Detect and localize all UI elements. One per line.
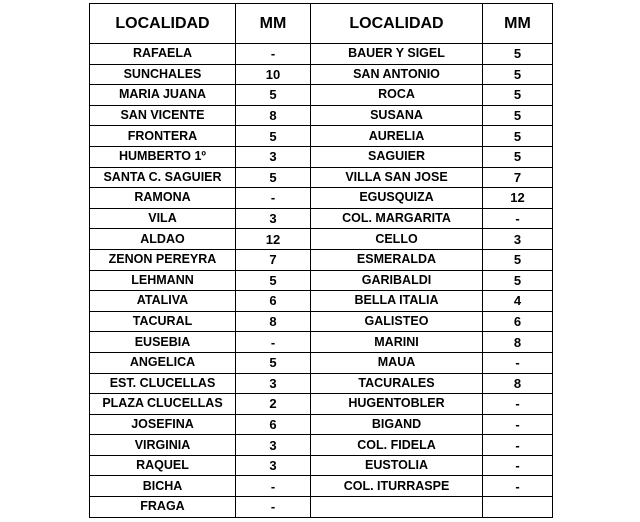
locality-cell-right: BIGAND [311, 414, 483, 435]
locality-cell-right: COL. MARGARITA [311, 208, 483, 229]
mm-cell-left: 5 [236, 126, 311, 147]
mm-cell-left: 6 [236, 291, 311, 312]
mm-cell-left: 7 [236, 249, 311, 270]
locality-cell-right: ESMERALDA [311, 249, 483, 270]
locality-cell-left: ANGELICA [90, 352, 236, 373]
mm-cell-left: - [236, 476, 311, 497]
mm-cell-right: 5 [483, 270, 553, 291]
table-row [90, 208, 553, 229]
locality-cell-right: ROCA [311, 85, 483, 106]
table-row [90, 373, 553, 394]
mm-cell-right: 5 [483, 126, 553, 147]
mm-cell-right: 8 [483, 373, 553, 394]
mm-cell-right: 4 [483, 291, 553, 312]
table-row [90, 167, 553, 188]
mm-cell-right: 5 [483, 105, 553, 126]
mm-cell-left: - [236, 44, 311, 65]
header-mm-right: MM [483, 4, 553, 44]
locality-cell-right: HUGENTOBLER [311, 394, 483, 415]
locality-cell-left: RAQUEL [90, 455, 236, 476]
mm-cell-left: 8 [236, 311, 311, 332]
mm-cell-right: - [483, 455, 553, 476]
locality-cell-right: GARIBALDI [311, 270, 483, 291]
mm-cell-left: - [236, 332, 311, 353]
locality-cell-left: MARIA JUANA [90, 85, 236, 106]
table-row [90, 229, 553, 250]
locality-cell-left: RAMONA [90, 188, 236, 209]
mm-cell-left: 8 [236, 105, 311, 126]
table-row [90, 352, 553, 373]
mm-cell-left: 10 [236, 64, 311, 85]
mm-cell-right: 5 [483, 44, 553, 65]
locality-cell-right: TACURALES [311, 373, 483, 394]
table-body [90, 44, 553, 518]
mm-cell-left: 2 [236, 394, 311, 415]
locality-cell-left: ZENON PEREYRA [90, 249, 236, 270]
table-row [90, 332, 553, 353]
locality-cell-right: VILLA SAN JOSE [311, 167, 483, 188]
locality-cell-right: EGUSQUIZA [311, 188, 483, 209]
locality-cell-left: SANTA C. SAGUIER [90, 167, 236, 188]
table-row [90, 435, 553, 456]
rainfall-table [89, 3, 553, 518]
locality-cell-right: EUSTOLIA [311, 455, 483, 476]
mm-cell-left: 5 [236, 270, 311, 291]
mm-cell-left: 3 [236, 455, 311, 476]
locality-cell-left: PLAZA CLUCELLAS [90, 394, 236, 415]
locality-cell-right: BELLA ITALIA [311, 291, 483, 312]
rainfall-sheet [89, 3, 552, 518]
mm-cell-right: 3 [483, 229, 553, 250]
table-row [90, 311, 553, 332]
locality-cell-left: VIRGINIA [90, 435, 236, 456]
locality-cell-right [311, 497, 483, 518]
table-row [90, 146, 553, 167]
table-row [90, 414, 553, 435]
mm-cell-right: - [483, 394, 553, 415]
mm-cell-right: 5 [483, 85, 553, 106]
table-row [90, 476, 553, 497]
locality-cell-right: GALISTEO [311, 311, 483, 332]
mm-cell-right: 5 [483, 249, 553, 270]
locality-cell-right: SAN ANTONIO [311, 64, 483, 85]
mm-cell-left: 5 [236, 352, 311, 373]
mm-cell-right: 12 [483, 188, 553, 209]
mm-cell-left: - [236, 188, 311, 209]
locality-cell-right: BAUER Y SIGEL [311, 44, 483, 65]
locality-cell-left: ALDAO [90, 229, 236, 250]
locality-cell-right: MAUA [311, 352, 483, 373]
locality-cell-left: BICHA [90, 476, 236, 497]
locality-cell-left: EUSEBIA [90, 332, 236, 353]
table-row [90, 44, 553, 65]
table-row [90, 394, 553, 415]
mm-cell-right: - [483, 414, 553, 435]
locality-cell-left: HUMBERTO 1º [90, 146, 236, 167]
locality-cell-left: VILA [90, 208, 236, 229]
mm-cell-left: 3 [236, 146, 311, 167]
header-localidad-right: LOCALIDAD [311, 4, 483, 44]
mm-cell-left: 5 [236, 85, 311, 106]
locality-cell-left: ATALIVA [90, 291, 236, 312]
mm-cell-right: 7 [483, 167, 553, 188]
table-row [90, 126, 553, 147]
mm-cell-right: 5 [483, 64, 553, 85]
mm-cell-left: 3 [236, 208, 311, 229]
table-row [90, 188, 553, 209]
locality-cell-left: LEHMANN [90, 270, 236, 291]
locality-cell-right: COL. ITURRASPE [311, 476, 483, 497]
header-row [90, 4, 553, 44]
table-row [90, 497, 553, 518]
table-row [90, 291, 553, 312]
mm-cell-left: 5 [236, 167, 311, 188]
mm-cell-left: - [236, 497, 311, 518]
locality-cell-right: MARINI [311, 332, 483, 353]
locality-cell-right: AURELIA [311, 126, 483, 147]
table-row [90, 455, 553, 476]
locality-cell-right: CELLO [311, 229, 483, 250]
mm-cell-right: 5 [483, 146, 553, 167]
locality-cell-left: FRONTERA [90, 126, 236, 147]
header-mm-left: MM [236, 4, 311, 44]
mm-cell-right: - [483, 435, 553, 456]
mm-cell-right: - [483, 208, 553, 229]
table-row [90, 270, 553, 291]
locality-cell-left: FRAGA [90, 497, 236, 518]
locality-cell-right: COL. FIDELA [311, 435, 483, 456]
mm-cell-left: 3 [236, 435, 311, 456]
locality-cell-left: SAN VICENTE [90, 105, 236, 126]
locality-cell-left: RAFAELA [90, 44, 236, 65]
mm-cell-left: 12 [236, 229, 311, 250]
table-row [90, 105, 553, 126]
mm-cell-left: 6 [236, 414, 311, 435]
mm-cell-right [483, 497, 553, 518]
locality-cell-left: SUNCHALES [90, 64, 236, 85]
header-localidad-left: LOCALIDAD [90, 4, 236, 44]
mm-cell-right: - [483, 352, 553, 373]
locality-cell-right: SAGUIER [311, 146, 483, 167]
locality-cell-left: JOSEFINA [90, 414, 236, 435]
mm-cell-left: 3 [236, 373, 311, 394]
table-row [90, 85, 553, 106]
mm-cell-right: 6 [483, 311, 553, 332]
table-row [90, 64, 553, 85]
table-row [90, 249, 553, 270]
locality-cell-left: TACURAL [90, 311, 236, 332]
locality-cell-left: EST. CLUCELLAS [90, 373, 236, 394]
mm-cell-right: - [483, 476, 553, 497]
locality-cell-right: SUSANA [311, 105, 483, 126]
mm-cell-right: 8 [483, 332, 553, 353]
